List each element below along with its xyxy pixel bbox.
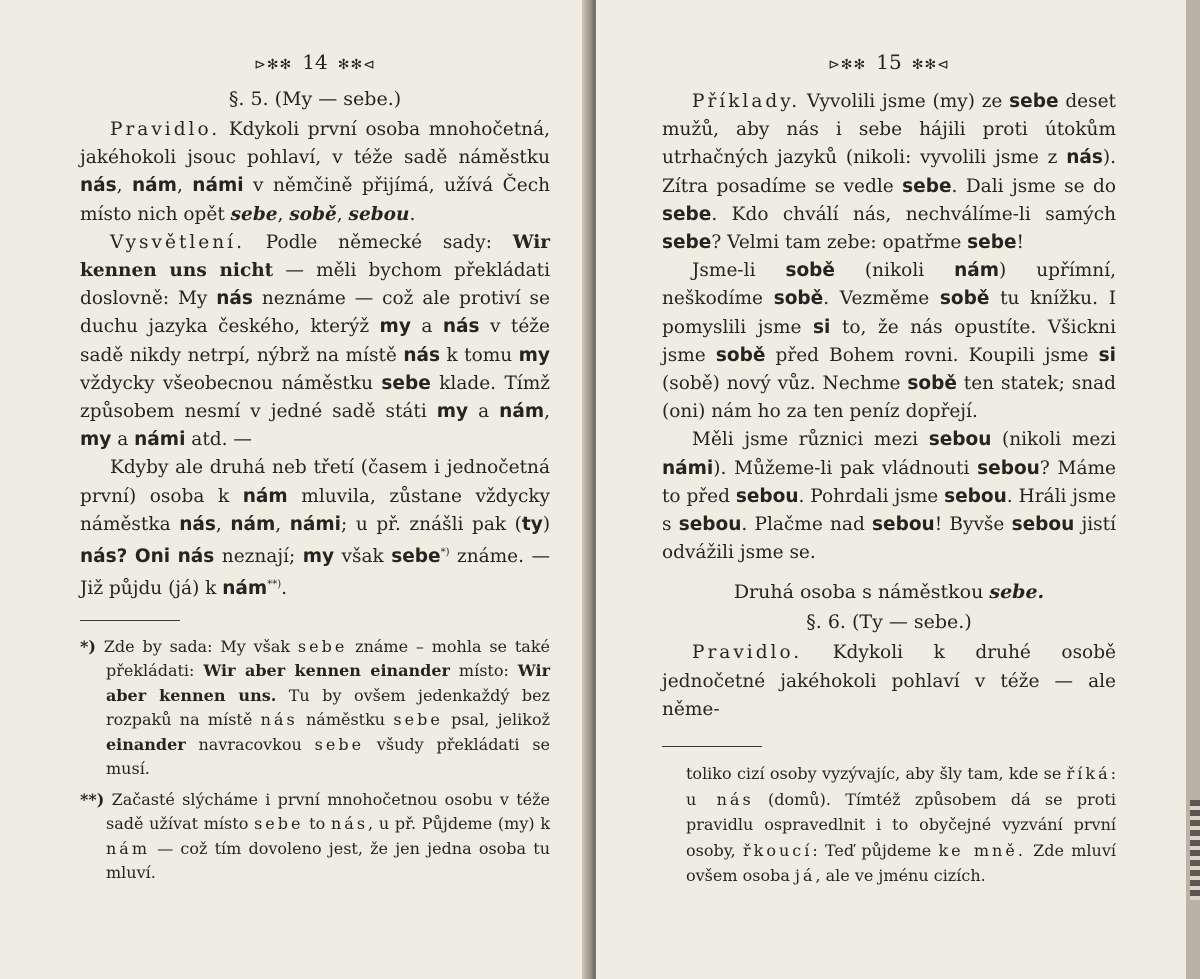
ornament-left: ⊳✻✻	[254, 57, 293, 73]
section-heading: §. 5. (My — sebe.)	[228, 88, 402, 110]
examples-paragraph: Příklady. Vyvolili jsme (my) ze sebe deset mužů, aby nás i sebe hájili proti útokům utrhačných jazyků (nikoli: vyvolili jsme z nás). Zítra posadíme se vedle sebe. Dali jsme se do sebe. Kdo chválí nás, nechválíme-li samých sebe? Velmi tam zebe: opatřme sebe!	[662, 91, 1116, 254]
page-number-header	[662, 50, 1116, 74]
page-number-header	[80, 50, 550, 74]
rule-paragraph: Pravidlo. Kdykoli k druhé osobě jednočetné jakéhokoli pohlaví v téže — ale něme-	[662, 642, 1116, 720]
ornament-right: ✻✻⊲	[911, 57, 950, 73]
footnote-continuation: toliko cizí osoby vyzývajíc, aby šly tam, kde se říká: u nás (domů). Tímtéž způsobem dá se proti pravidlu ospravedlnit i to obyčejné vyzvání první osoby, řkoucí: Teď půjdeme ke mně. Zde mluví ovšem osoba já, ale ve jménu cizích.	[686, 764, 1116, 886]
color-strip	[1190, 800, 1200, 900]
section-heading: §. 6. (Ty — sebe.)	[806, 611, 972, 634]
footnote-divider	[662, 746, 762, 747]
subsection-heading: Druhá osoba s náměstkou sebe.	[733, 581, 1045, 604]
ornament-right: ✻✻⊲	[337, 57, 376, 73]
page-number: 14	[302, 50, 328, 74]
explanation-paragraph: Vysvětlení. Podle německé sady: Wir kennen uns nicht — měli bychom překládati doslovně: My nás neznáme — což ale protiví se duchu jazyka českého, kterýž my a nás v téže sadě nikdy netrpí, nýbrž na místě nás k tomu my vždycky všeobecnou náměstku sebe klade. Tímž způsobem nesmí v jedné sadě státi my a nám, my a námi atd. —	[80, 231, 550, 451]
footnote-2: **) Začasté slýcháme i první mnohočetnou osobu v téže sadě užívat místo sebe to nás, u př. Půjdeme (my) k nám — což tím dovoleno jest, že jen jedna osoba tu mluví.	[80, 789, 551, 883]
rule-paragraph: Pravidlo. Kdykoli první osoba mnohočetná, jakéhokoli jsouc pohlaví, v téže sadě náměstku nás, nám, námi v němčině přijímá, užívá Čech místo nich opět sebe, sobě, sebou.	[80, 119, 550, 225]
examples-sobe-paragraph: Jsme-li sobě (nikoli nám) upřímní, neškodíme sobě. Vezměme sobě tu knížku. I pomyslili jsme si to, že nás opustíte. Všickni jsme sobě před Bohem rovni. Koupili jsme si (sobě) nový vůz. Nechme sobě ten statek; snad (oni) nám ho za ten peníz dopřejí.	[662, 260, 1117, 423]
footnote-1: *) Zde by sada: My však sebe známe – mohla se také překládati: Wir aber kennen einander místo: Wir aber kennen uns. Tu by ovšem jedenkaždý bez rozpaků na místě nás náměstku sebe psal, jelikož einander navracovkou sebe všudy překládati se musí.	[80, 636, 551, 779]
ornament-left: ⊳✻✻	[828, 57, 867, 73]
page-number: 15	[876, 50, 902, 74]
left-page	[0, 0, 590, 979]
right-page	[596, 0, 1186, 979]
footnote-divider	[80, 620, 180, 621]
second-person-paragraph: Kdyby ale druhá neb třetí (časem i jednočetná první) osoba k nám mluvila, zůstane vždycky náměstka nás, nám, námi; u př. znášli pak (ty) nás? Oni nás neznají; my však sebe*) známe. — Již půjdu (já) k nám**).	[80, 457, 551, 600]
examples-sebou-paragraph: Měli jsme různici mezi sebou (nikoli mezi námi). Můžeme-li pak vládnouti sebou? Máme to před sebou. Pohrdali jsme sebou. Hráli jsme s sebou. Plačme nad sebou! Byvše sebou jistí odvážili jsme se.	[662, 429, 1117, 564]
